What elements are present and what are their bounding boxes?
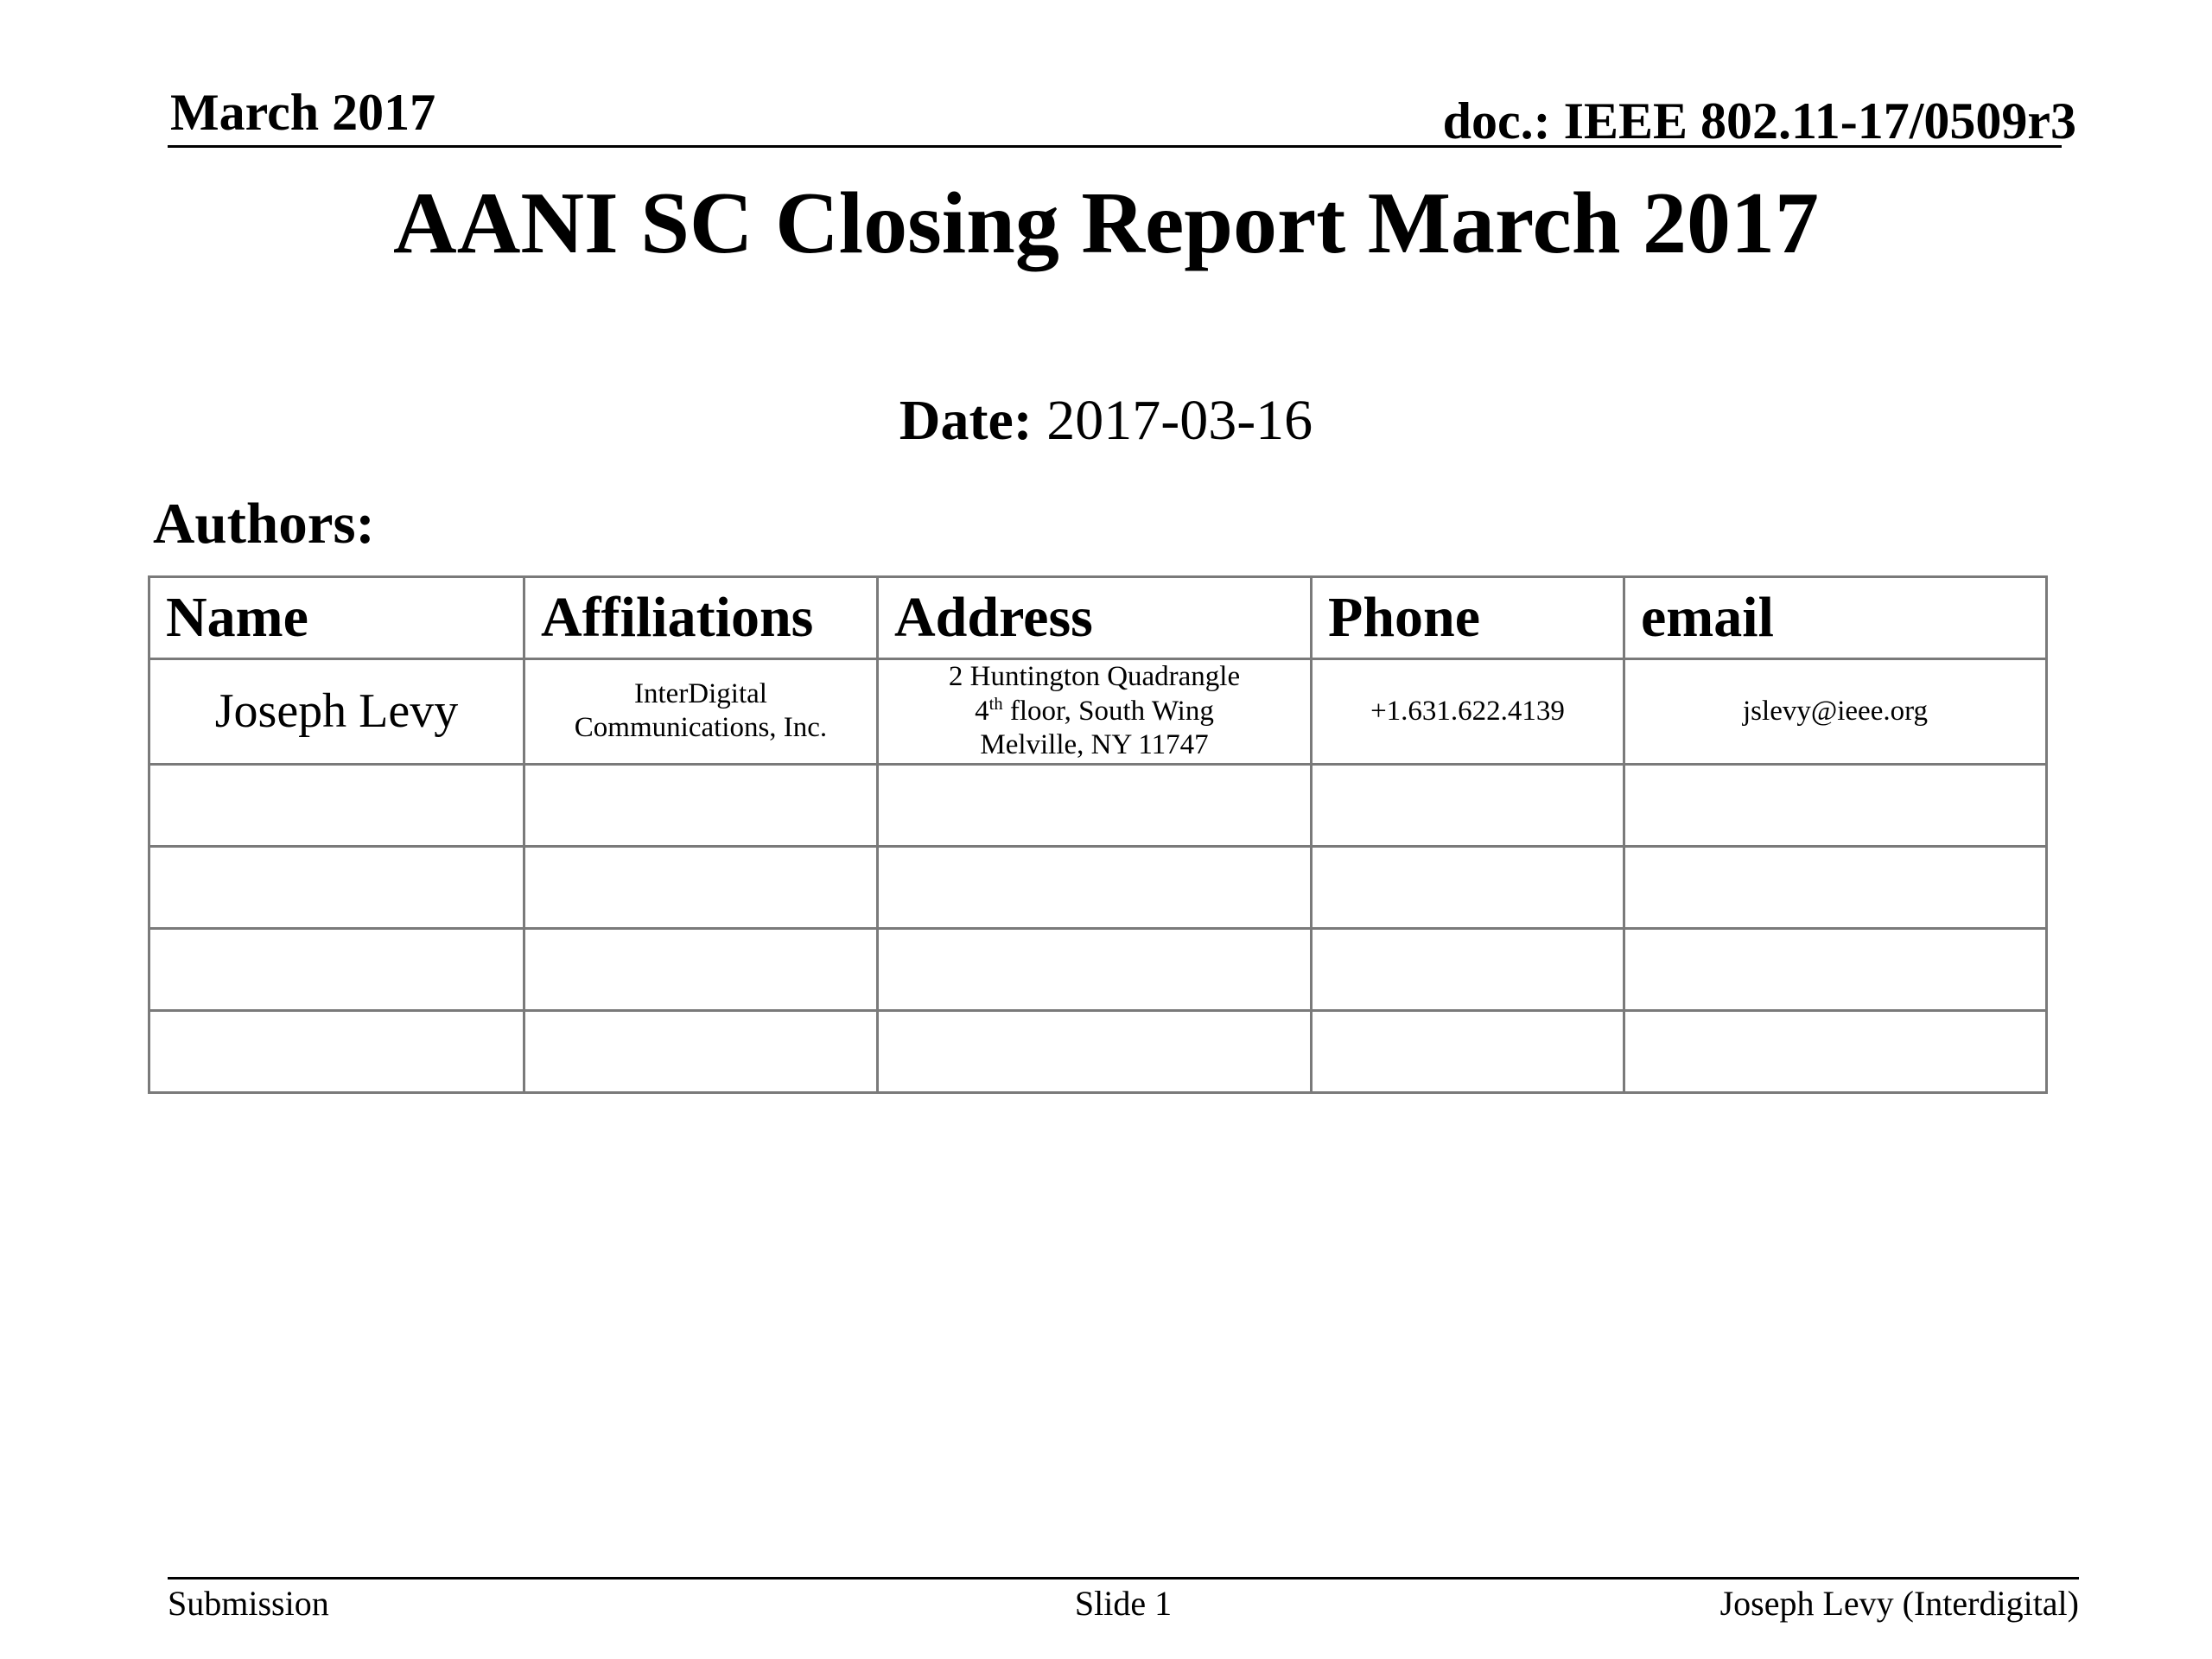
table-cell-empty xyxy=(1312,846,1624,928)
footer-rule xyxy=(168,1577,2079,1580)
table-cell-empty xyxy=(1624,846,2047,928)
author-email-cell: jslevy@ieee.org xyxy=(1624,659,2047,765)
table-cell-empty xyxy=(1624,1010,2047,1092)
table-cell-empty xyxy=(878,846,1312,928)
table-cell-empty xyxy=(524,928,878,1010)
floor-ordinal-suffix: th xyxy=(988,694,1003,714)
table-cell-empty xyxy=(878,764,1312,846)
table-row xyxy=(149,659,2047,765)
author-affiliation-cell xyxy=(524,659,878,765)
table-cell-empty xyxy=(1624,764,2047,846)
table-header-row xyxy=(149,577,2047,659)
column-header-affiliations: Affiliations xyxy=(524,577,878,659)
header-rule xyxy=(168,145,2062,148)
table-cell-empty xyxy=(1312,764,1624,846)
footer-slide-number: Slide 1 xyxy=(1074,1584,1173,1623)
floor-number: 4 xyxy=(975,695,989,727)
table-cell-empty xyxy=(878,928,1312,1010)
address-line: Melville, NY 11747 xyxy=(980,729,1209,761)
address-line: 2 Huntington Quadrangle xyxy=(948,661,1241,692)
table-cell-empty xyxy=(149,1010,524,1092)
table-row-empty xyxy=(149,846,2047,928)
author-phone-cell: +1.631.622.4139 xyxy=(1312,659,1624,765)
date-label: Date: xyxy=(899,389,1033,452)
date-line xyxy=(0,391,2212,450)
column-header-address: Address xyxy=(878,577,1312,659)
address-line xyxy=(879,695,1310,729)
footer-submission: Submission xyxy=(168,1584,329,1623)
affiliation-line: Communications, Inc. xyxy=(574,712,828,744)
slide-title: AANI SC Closing Report March 2017 xyxy=(393,175,1819,272)
table-cell-empty xyxy=(1312,1010,1624,1092)
table-row-empty xyxy=(149,928,2047,1010)
table-cell-empty xyxy=(149,764,524,846)
authors-table xyxy=(148,575,2048,1094)
table-cell-empty xyxy=(149,928,524,1010)
table-row-empty xyxy=(149,1010,2047,1092)
column-header-name: Name xyxy=(149,577,524,659)
author-name-cell: Joseph Levy xyxy=(149,659,524,765)
date-value: 2017-03-16 xyxy=(1046,389,1313,452)
table-row-empty xyxy=(149,764,2047,846)
table-cell-empty xyxy=(149,846,524,928)
table-cell-empty xyxy=(524,1010,878,1092)
authors-heading: Authors: xyxy=(153,492,375,556)
affiliation-line: InterDigital xyxy=(634,677,767,709)
table-cell-empty xyxy=(524,764,878,846)
table-cell-empty xyxy=(1624,928,2047,1010)
column-header-phone: Phone xyxy=(1312,577,1624,659)
table-cell-empty xyxy=(524,846,878,928)
table-cell-empty xyxy=(878,1010,1312,1092)
header-doc-number: doc.: IEEE 802.11-17/0509r3 xyxy=(1442,92,2076,149)
table-cell-empty xyxy=(1312,928,1624,1010)
floor-description: floor, South Wing xyxy=(1002,695,1214,727)
column-header-email: email xyxy=(1624,577,2047,659)
footer-author: Joseph Levy (Interdigital) xyxy=(1719,1584,2079,1623)
header-date: March 2017 xyxy=(170,84,436,141)
author-address-cell xyxy=(878,659,1312,765)
